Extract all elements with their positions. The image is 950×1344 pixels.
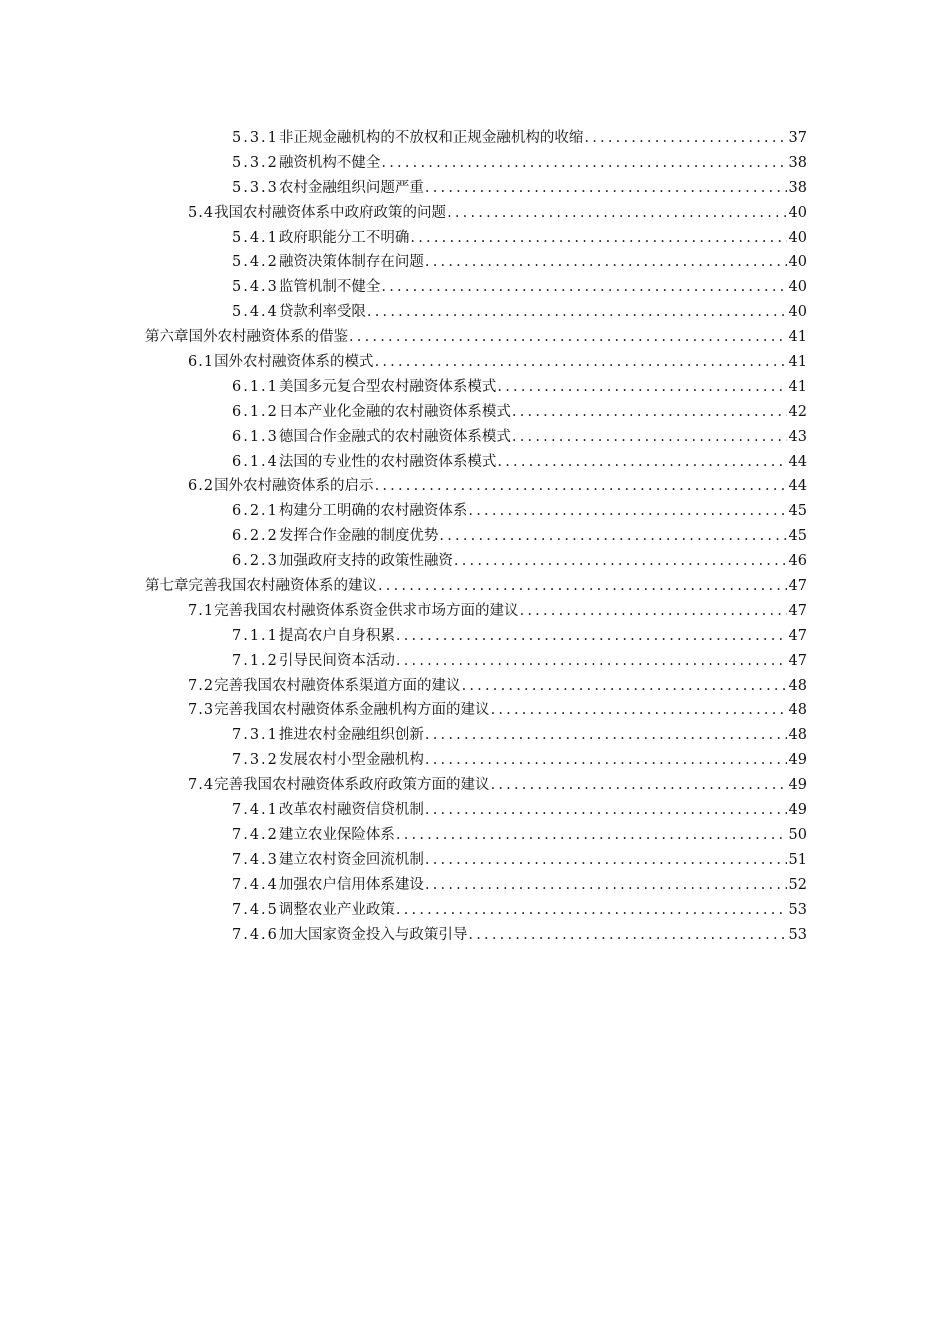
toc-entry-page-number: 47 (788, 652, 807, 669)
toc-entry-title: 加大国家资金投入与政策引导 (278, 926, 468, 943)
toc-entry-line (232, 400, 807, 425)
toc-entry-page-number: 48 (788, 727, 807, 744)
toc-entry-number: 7.4.2 (232, 826, 279, 843)
toc-entry-title: 融资决策体制存在问题 (278, 254, 424, 271)
toc-entry-number: 第六章 (145, 329, 189, 346)
toc-subsection-entry[interactable] (232, 499, 807, 524)
toc-subsection-entry[interactable] (232, 126, 807, 151)
toc-subsection-entry[interactable] (232, 375, 807, 400)
toc-entry-line (232, 300, 807, 325)
toc-entry-number: 7.1.1 (232, 627, 279, 644)
toc-entry-line (232, 375, 807, 400)
toc-entry-number: 6.1.3 (232, 428, 279, 445)
toc-entry-title: 美国多元复合型农村融资体系模式 (278, 378, 497, 395)
toc-entry-number: 6.1.2 (232, 403, 279, 420)
toc-entry-title: 完善我国农村融资体系资金供求市场方面的建议 (214, 602, 519, 619)
toc-subsection-entry[interactable] (232, 649, 807, 674)
dot-leader (512, 400, 787, 425)
dot-leader (462, 674, 787, 699)
toc-entry-number: 7.4.3 (232, 851, 279, 868)
toc-entry-line (232, 126, 807, 151)
toc-entry-line (232, 748, 807, 773)
dot-leader (491, 773, 787, 798)
toc-entry-page-number: 45 (788, 528, 807, 545)
toc-entry-page-number: 40 (788, 204, 807, 221)
dot-leader (378, 574, 787, 599)
toc-entry-title: 国外农村融资体系的借鉴 (188, 329, 348, 346)
toc-section-entry[interactable] (188, 599, 807, 624)
toc-entry-page-number: 52 (788, 876, 807, 893)
toc-entry-line (232, 624, 807, 649)
toc-entry-number: 第七章 (145, 578, 189, 595)
toc-entry-number: 5.4.2 (232, 254, 279, 271)
dot-leader (425, 250, 787, 275)
toc-entry-title: 融资机构不健全 (278, 154, 381, 171)
toc-entry-title: 完善我国农村融资体系的建议 (188, 578, 377, 595)
toc-entry-page-number: 49 (788, 802, 807, 819)
dot-leader (447, 201, 786, 226)
toc-subsection-entry[interactable] (232, 151, 807, 176)
toc-entry-number: 5.3.3 (232, 179, 279, 196)
toc-entry-line (232, 275, 807, 300)
dot-leader (584, 126, 786, 151)
toc-entry-title: 完善我国农村融资体系渠道方面的建议 (214, 677, 461, 694)
toc-entry-number: 6.2.1 (232, 503, 279, 520)
toc-entry-line (188, 698, 807, 723)
toc-entry-line (188, 599, 807, 624)
toc-entry-line (188, 201, 807, 226)
dot-leader (396, 898, 787, 923)
dot-leader (454, 549, 787, 574)
toc-entry-title: 农村金融组织问题严重 (278, 179, 424, 196)
toc-entry-number: 7.4.5 (232, 901, 279, 918)
toc-entry-number: 5.4.1 (232, 229, 279, 246)
toc-entry-page-number: 41 (788, 378, 807, 395)
toc-entry-title: 完善我国农村融资体系政府政策方面的建议 (214, 777, 490, 794)
toc-entry-line (232, 649, 807, 674)
toc-entry-title: 提高农户自身积累 (278, 627, 395, 644)
dot-leader (381, 275, 786, 300)
toc-subsection-entry[interactable] (232, 400, 807, 425)
dot-leader (349, 325, 787, 350)
toc-entry-line (188, 474, 807, 499)
toc-entry-title: 推进农村金融组织创新 (278, 727, 424, 744)
toc-entry-title: 非正规金融机构的不放权和正规金融机构的收缩 (278, 130, 584, 146)
toc-entry-page-number: 47 (788, 578, 807, 595)
toc-entry-number: 7.4.1 (232, 802, 279, 819)
toc-entry-title: 日本产业化金融的农村融资体系模式 (278, 403, 511, 420)
toc-subsection-entry[interactable] (232, 624, 807, 649)
toc-entry-title: 建立农业保险体系 (278, 826, 395, 843)
toc-entry-page-number: 41 (788, 329, 807, 346)
table-of-contents (0, 126, 950, 947)
toc-chapter-entry[interactable] (145, 574, 807, 599)
toc-subsection-entry[interactable] (232, 524, 807, 549)
toc-entry-page-number: 44 (788, 453, 807, 470)
dot-leader (375, 350, 787, 375)
toc-entry-title: 发展农村小型金融机构 (278, 752, 424, 769)
toc-entry-number: 5.4 (188, 204, 215, 221)
dot-leader (497, 450, 786, 475)
toc-entry-page-number: 49 (788, 777, 807, 794)
toc-entry-number: 5.4.3 (232, 279, 279, 296)
toc-subsection-entry[interactable] (232, 798, 807, 823)
toc-entry-title: 发挥合作金融的制度优势 (278, 528, 439, 545)
toc-subsection-entry[interactable] (232, 723, 807, 748)
toc-entry-title: 调整农业产业政策 (278, 901, 395, 918)
toc-entry-title: 加强农户信用体系建设 (278, 876, 424, 893)
toc-entry-page-number: 48 (788, 702, 807, 719)
dot-leader (396, 823, 787, 848)
toc-entry-line (188, 773, 807, 798)
toc-subsection-entry[interactable] (232, 549, 807, 574)
toc-entry-line (188, 350, 807, 375)
toc-entry-line (145, 574, 807, 599)
toc-entry-line (232, 151, 807, 176)
toc-entry-title: 加强政府支持的政策性融资 (278, 553, 453, 570)
toc-entry-page-number: 42 (788, 403, 807, 420)
toc-entry-number: 6.2.2 (232, 528, 279, 545)
toc-entry-number: 7.3.1 (232, 727, 279, 744)
toc-subsection-entry[interactable] (232, 450, 807, 475)
toc-section-entry[interactable] (188, 773, 807, 798)
toc-subsection-entry[interactable] (232, 425, 807, 450)
toc-entry-line (232, 524, 807, 549)
toc-entry-page-number: 43 (788, 428, 807, 445)
dot-leader (425, 748, 787, 773)
toc-entry-title: 政府职能分工不明确 (278, 229, 410, 246)
toc-entry-number: 7.3 (188, 702, 215, 719)
toc-entry-page-number: 47 (788, 627, 807, 644)
toc-entry-line (232, 549, 807, 574)
toc-entry-line (232, 425, 807, 450)
toc-subsection-entry[interactable] (232, 898, 807, 923)
toc-entry-page-number: 46 (788, 553, 807, 570)
toc-entry-page-number: 40 (788, 279, 807, 296)
toc-entry-number: 5.4.4 (232, 304, 279, 321)
toc-entry-page-number: 50 (788, 826, 807, 843)
toc-entry-line (232, 848, 807, 873)
toc-entry-line (232, 873, 807, 898)
toc-entry-page-number: 40 (788, 229, 807, 246)
toc-entry-page-number: 38 (788, 179, 807, 196)
toc-entry-page-number: 47 (788, 602, 807, 619)
dot-leader (468, 499, 786, 524)
toc-entry-number: 5.3.2 (232, 154, 279, 171)
toc-subsection-entry[interactable] (232, 848, 807, 873)
dot-leader (439, 524, 786, 549)
toc-section-entry[interactable] (188, 201, 807, 226)
toc-entry-number: 7.4.4 (232, 876, 279, 893)
toc-subsection-entry[interactable] (232, 748, 807, 773)
toc-entry-page-number: 44 (788, 478, 807, 495)
dot-leader (381, 151, 786, 176)
dot-leader (512, 425, 787, 450)
dot-leader (520, 599, 787, 624)
toc-entry-number: 7.1.2 (232, 652, 279, 669)
toc-entry-line (232, 176, 807, 201)
toc-entry-number: 6.1 (188, 354, 215, 371)
toc-chapter-entry[interactable] (145, 325, 807, 350)
toc-entry-number: 6.2.3 (232, 553, 279, 570)
toc-entry-title: 贷款利率受限 (278, 304, 366, 321)
toc-entry-line (232, 250, 807, 275)
toc-section-entry[interactable] (188, 698, 807, 723)
dot-leader (396, 649, 787, 674)
toc-entry-page-number: 51 (788, 851, 807, 868)
dot-leader (396, 624, 787, 649)
toc-entry-line (232, 798, 807, 823)
toc-entry-title: 监管机制不健全 (278, 279, 381, 296)
toc-entry-number: 6.1.1 (232, 378, 279, 395)
toc-section-entry[interactable] (188, 350, 807, 375)
toc-entry-title: 构建分工明确的农村融资体系 (278, 503, 468, 520)
toc-entry-line (232, 823, 807, 848)
toc-entry-line (188, 674, 807, 699)
toc-entry-title: 法国的专业性的农村融资体系模式 (278, 453, 497, 470)
dot-leader (425, 798, 787, 823)
toc-subsection-entry[interactable] (232, 226, 807, 251)
toc-subsection-entry[interactable] (232, 873, 807, 898)
toc-entry-title: 完善我国农村融资体系金融机构方面的建议 (214, 702, 490, 719)
dot-leader (491, 698, 787, 723)
toc-entry-line (232, 226, 807, 251)
toc-entry-number: 6.2 (188, 478, 215, 495)
toc-entry-title: 改革农村融资信贷机制 (278, 802, 424, 819)
dot-leader (425, 873, 787, 898)
toc-entry-line (232, 898, 807, 923)
toc-entry-number: 7.1 (188, 602, 215, 619)
toc-entry-title: 建立农村资金回流机制 (278, 851, 424, 868)
dot-leader (410, 226, 786, 251)
dot-leader (468, 923, 786, 948)
toc-entry-page-number: 37 (788, 130, 807, 146)
toc-entry-number: 7.2 (188, 677, 215, 694)
toc-entry-title: 德国合作金融式的农村融资体系模式 (278, 428, 511, 445)
toc-entry-page-number: 38 (788, 154, 807, 171)
toc-entry-number: 6.1.4 (232, 453, 279, 470)
toc-entry-line (232, 450, 807, 475)
toc-entry-number: 7.4 (188, 777, 215, 794)
toc-entry-line (232, 499, 807, 524)
toc-entry-number: 7.3.2 (232, 752, 279, 769)
toc-entry-number: 7.4.6 (232, 926, 279, 943)
toc-subsection-entry[interactable] (232, 275, 807, 300)
dot-leader (497, 375, 786, 400)
dot-leader (425, 848, 787, 873)
toc-entry-page-number: 41 (788, 354, 807, 371)
toc-entry-page-number: 49 (788, 752, 807, 769)
toc-entry-page-number: 45 (788, 503, 807, 520)
toc-section-entry[interactable] (188, 674, 807, 699)
toc-subsection-entry[interactable] (232, 823, 807, 848)
toc-entry-title: 我国农村融资体系中政府政策的问题 (214, 204, 447, 221)
toc-entry-page-number: 53 (788, 901, 807, 918)
toc-entry-title: 引导民间资本活动 (278, 652, 395, 669)
dot-leader (425, 723, 787, 748)
toc-entry-page-number: 53 (788, 926, 807, 943)
dot-leader (367, 300, 787, 325)
toc-entry-line (232, 723, 807, 748)
toc-entry-number: 5.3.1 (232, 130, 279, 146)
dot-leader (425, 176, 787, 201)
toc-subsection-entry[interactable] (232, 250, 807, 275)
toc-subsection-entry[interactable] (232, 300, 807, 325)
toc-entry-page-number: 48 (788, 677, 807, 694)
toc-entry-page-number: 40 (788, 304, 807, 321)
toc-subsection-entry[interactable] (232, 923, 807, 948)
toc-entry-page-number: 40 (788, 254, 807, 271)
toc-section-entry[interactable] (188, 474, 807, 499)
toc-subsection-entry[interactable] (232, 176, 807, 201)
toc-entry-title: 国外农村融资体系的模式 (214, 354, 374, 371)
toc-entry-line (145, 325, 807, 350)
toc-entry-line (232, 923, 807, 948)
dot-leader (375, 474, 787, 499)
toc-entry-title: 国外农村融资体系的启示 (214, 478, 374, 495)
